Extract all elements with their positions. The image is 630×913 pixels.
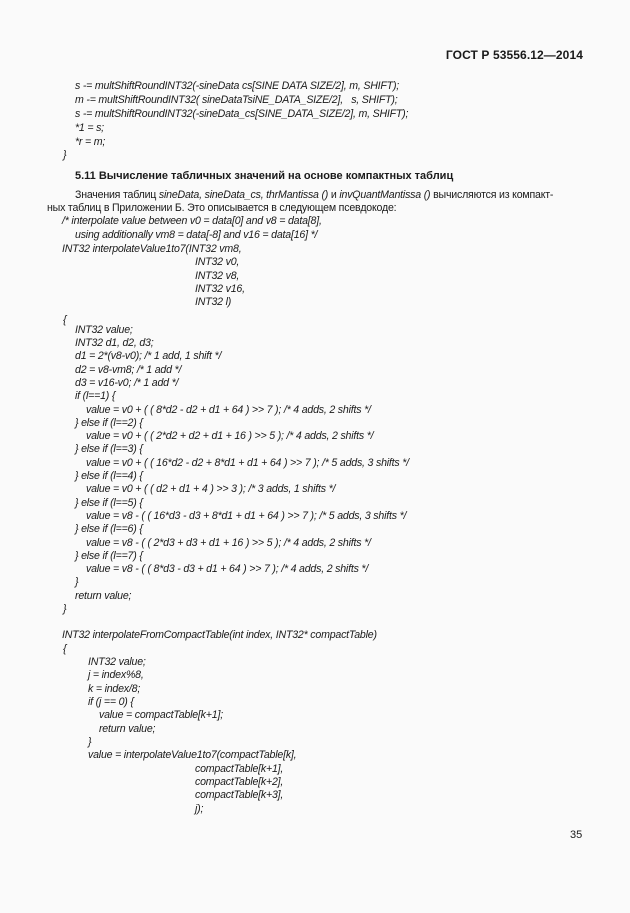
code-param: INT32 v16, <box>195 283 245 295</box>
code-arg: compactTable[k+1], <box>195 763 284 775</box>
code-param: INT32 l) <box>195 296 232 308</box>
code-line: *1 = s; <box>75 122 104 134</box>
paragraph-line-2: ных таблиц в Приложении Б. Это описывается в следующем псевдокоде: <box>47 202 397 214</box>
code-line: INT32 value; <box>88 656 146 668</box>
para-text: и <box>328 189 340 201</box>
code-line: } else if (l==3) { <box>75 443 143 455</box>
code-line: INT32 value; <box>75 324 133 336</box>
code-line: value = v0 + ( ( 2*d2 + d2 + d1 + 16 ) >> 5 ); /* 4 adds, 2 shifts */ <box>75 430 374 442</box>
function-signature: INT32 interpolateValue1to7(INT32 vm8, <box>62 243 242 255</box>
code-line: s -= multShiftRoundINT32(-sineData_cs[SINE_DATA_SIZE/2], m, SHIFT); <box>75 108 409 120</box>
code-arg: compactTable[k+3], <box>195 789 284 801</box>
code-line: } else if (l==5) { <box>75 497 143 509</box>
para-text: вычисляются из компакт- <box>430 189 554 201</box>
code-line: value = v0 + ( ( 8*d2 - d2 + d1 + 64 ) >> 7 ); /* 4 adds, 2 shifts */ <box>75 404 371 416</box>
code-line: d3 = v16-v0; /* 1 add */ <box>75 377 179 389</box>
code-line: value = interpolateValue1to7(compactTable[k], <box>88 749 297 761</box>
code-line: s -= multShiftRoundINT32(-sineData cs[SINE DATA SIZE/2], m, SHIFT); <box>75 80 400 92</box>
code-line: k = index/8; <box>88 683 141 695</box>
code-comment: using additionally vm8 = data[-8] and v16 = data[16] */ <box>75 229 318 241</box>
code-brace: { <box>63 643 67 655</box>
standard-header: ГОСТ Р 53556.12—2014 <box>445 48 583 62</box>
code-line: value = v8 - ( ( 16*d3 - d3 + 8*d1 + d1 + 64 ) >> 7 ); /* 5 adds, 3 shifts */ <box>75 510 407 522</box>
code-line: return value; <box>75 590 132 602</box>
code-line: } else if (l==2) { <box>75 417 143 429</box>
code-param: INT32 v8, <box>195 270 240 282</box>
para-italic: sineData, sineData_cs, thrMantissa () <box>158 189 329 201</box>
para-text: Значения таблиц <box>75 189 159 201</box>
code-arg: compactTable[k+2], <box>195 776 284 788</box>
page-number: 35 <box>570 829 583 841</box>
code-arg: j); <box>195 803 204 815</box>
code-line: INT32 d1, d2, d3; <box>75 337 154 349</box>
code-line: if (l==1) { <box>75 390 116 402</box>
code-line: } <box>75 576 79 588</box>
code-line: if (j == 0) { <box>88 696 134 708</box>
code-line: m -= multShiftRoundINT32( sineDataTsiNE_DATA_SIZE/2], s, SHIFT); <box>75 94 398 106</box>
code-line: value = v0 + ( ( 16*d2 - d2 + 8*d1 + d1 + 64 ) >> 7 ); /* 5 adds, 3 shifts */ <box>75 457 409 469</box>
code-line: value = v8 - ( ( 2*d3 + d3 + d1 + 16 ) >> 5 ); /* 4 adds, 2 shifts */ <box>75 537 371 549</box>
function-signature: INT32 interpolateFromCompactTable(int index, INT32* compactTable) <box>62 629 377 641</box>
code-param: INT32 v0, <box>195 256 240 268</box>
code-comment: /* interpolate value between v0 = data[0] and v8 = data[8], <box>62 215 322 227</box>
code-line: d1 = 2*(v8-v0); /* 1 add, 1 shift */ <box>75 350 222 362</box>
code-line: } else if (l==4) { <box>75 470 143 482</box>
code-line: value = compactTable[k+1]; <box>88 709 223 721</box>
code-brace: { <box>63 314 67 326</box>
code-line: } <box>88 736 92 748</box>
code-line: } else if (l==6) { <box>75 523 143 535</box>
paragraph-line-1 <box>75 189 553 202</box>
para-italic: invQuantMantissa () <box>339 189 431 201</box>
code-brace: } <box>63 149 67 161</box>
code-line: return value; <box>88 723 156 735</box>
section-heading: 5.11 Вычисление табличных значений на основе компактных таблиц <box>75 170 454 182</box>
code-line: *r = m; <box>75 136 106 148</box>
code-line: j = index%8, <box>88 669 144 681</box>
code-brace: } <box>63 603 67 615</box>
code-line: d2 = v8-vm8; /* 1 add */ <box>75 364 182 376</box>
code-line: value = v8 - ( ( 8*d3 - d3 + d1 + 64 ) >> 7 ); /* 4 adds, 2 shifts */ <box>75 563 369 575</box>
code-line: value = v0 + ( ( d2 + d1 + 4 ) >> 3 ); /* 3 adds, 1 shifts */ <box>75 483 336 495</box>
code-line: } else if (l==7) { <box>75 550 143 562</box>
